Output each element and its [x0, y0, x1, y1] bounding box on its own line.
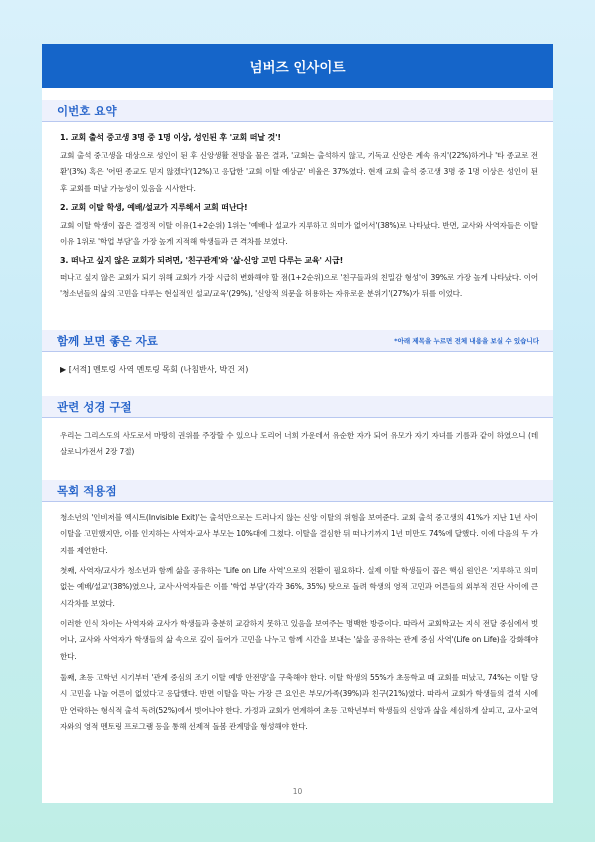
resources-section-title	[42, 330, 553, 352]
resource-link[interactable]	[60, 362, 248, 378]
summary-item-3-head: 3. 떠나고 싶지 않은 교회가 되려면, '친구관계'와 '삶·신앙 고민 다루는 교육' 시급!	[60, 256, 344, 265]
section-divider	[42, 417, 553, 418]
section-divider	[42, 501, 553, 502]
summary-item-1-body: 교회 출석 중고생을 대상으로 성인이 된 후 신앙생활 전망을 물은 결과, '교회는 출석하지 않고, 기독교 신앙은 계속 유지'(22%)하거나 '타 종교로 전환'(3%) 혹은 '어떤 종교도 믿지 않겠다'(12%)고 응답한 '교회 이탈 예상군' 비율은 37%였다. 현재 교회 출석 중고생 3명 중 1명 이상은 성인이 된 후 교회를 떠날 가능성이 있음을 시사한다.	[60, 151, 538, 193]
scripture-section-title	[42, 396, 553, 418]
play-marker-icon: ▶	[60, 365, 67, 374]
summary-item-1-head: 1. 교회 출석 중고생 3명 중 1명 이상, 성인된 후 '교회 떠날 것'!	[60, 133, 281, 142]
page-number: 10	[292, 787, 303, 796]
page-header	[42, 44, 553, 88]
resources-title-text: 함께 보면 좋은 자료	[57, 334, 158, 348]
scripture-title-text: 관련 성경 구절	[57, 400, 132, 414]
resource-link-text: [서적] 멘토링 사역 멘토링 목회 (나침반사, 박건 저)	[68, 365, 249, 374]
scripture-body: 우리는 그리스도의 사도로서 마땅히 권위를 주장할 수 있으나 도리어 너희 가운데서 유순한 자가 되어 유모가 자기 자녀를 기름과 같이 하였으니 (데살로니가전서 2장 7절)	[60, 431, 539, 457]
application-section-title	[42, 480, 553, 502]
summary-item-3-body: 떠나고 싶지 않은 교회가 되기 위해 교회가 가장 시급히 변화해야 할 점(1+2순위)으로 '친구들과의 친밀감 형성'이 39%로 가장 높게 나타났다. 이어 '청소년들의 삶의 고민을 다루는 현실적인 설교/교육'(29%), '신앙적 의문을 허용하는 자유로운 분위기'(27%)가 뒤를 이었다.	[60, 273, 538, 299]
section-divider	[42, 351, 553, 352]
document-page	[42, 44, 553, 803]
application-paragraph-3: 이러한 인식 차이는 사역자와 교사가 학생들과 충분히 교감하지 못하고 있음을 보여주는 명백한 방증이다. 따라서 교회학교는 지식 전달 중심에서 벗어나, 교사와 사역자가 학생들의 삶 속으로 깊이 들어가 고민을 나누고 함께 시간을 보내는 '삶을 공유하는 관계 중심 사역'(Life on Life)을 강화해야 한다.	[60, 619, 538, 661]
summary-section-title	[42, 100, 553, 122]
summary-item-2-head: 2. 교회 이탈 학생, 예배/설교가 지루해서 교회 떠난다!	[60, 203, 248, 212]
application-paragraph-1: 청소년의 '인비저블 엑시트(Invisible Exit)'는 출석만으로는 드러나지 않는 신앙 이탈의 위험을 보여준다. 교회 출석 중고생의 41%가 지난 1년 사이 이탈을 고민했지만, 이를 인지하는 사역자·교사 부모는 10%대에 그쳤다. 이탈을 결심한 뒤 떠나기까지 1년 미만도 74%에 달했다. 이에 다음의 두 가지를 제언한다.	[60, 513, 538, 555]
application-title-text: 목회 적용점	[57, 484, 117, 498]
summary-item-2-body: 교회 이탈 학생이 꼽은 결정적 이탈 이유(1+2순위) 1위는 '예배나 설교가 지루하고 의미가 없어서'(38%)로 나타났다. 반면, 교사와 사역자들은 이탈 이유 1위로 '학업 부담'을 가장 높게 지적해 학생들과 큰 격차를 보였다.	[60, 221, 538, 247]
header-title: 넘버즈 인사이트	[249, 60, 346, 76]
application-paragraph-4: 둘째, 초등 고학년 시기부터 '관계 중심의 조기 이탈 예방 안전망'을 구축해야 한다. 이탈 학생의 55%가 초등학교 때 교회를 떠났고, 74%는 이탈 당시 고민을 나눌 어른이 없었다고 응답했다. 반면 이탈을 막는 가장 큰 요인은 부모/가족(39%)과 친구(21%)였다. 따라서 교회가 학생들의 결석 시에만 연락하는 형식적 출석 독려(52%)에서 벗어나야 한다. 가정과 교회가 연계하여 초등 고학년부터 학생들의 신앙과 삶을 세심하게 살피고, 교사·교역자와의 영적 멘토링 프로그램 등을 통해 선제적 돌봄 관계망을 형성해야 한다.	[60, 673, 538, 731]
summary-title-text: 이번호 요약	[57, 104, 117, 118]
application-paragraph-2: 첫째, 사역자/교사가 청소년과 함께 삶을 공유하는 'Life on Life 사역'으로의 전환이 필요하다. 실제 이탈 학생들이 꼽은 핵심 원인은 '지루하고 의미 없는 예배/설교'(38%)였으나, 교사·사역자들은 이를 '학업 부담'(각각 36%, 35%) 탓으로 돌려 학생의 영적 고민과 어른들의 외부적 진단 사이에 큰 시각차를 보였다.	[60, 566, 538, 608]
section-divider	[42, 121, 553, 122]
resources-note: *아래 제목을 누르면 전체 내용을 보실 수 있습니다	[394, 337, 539, 345]
